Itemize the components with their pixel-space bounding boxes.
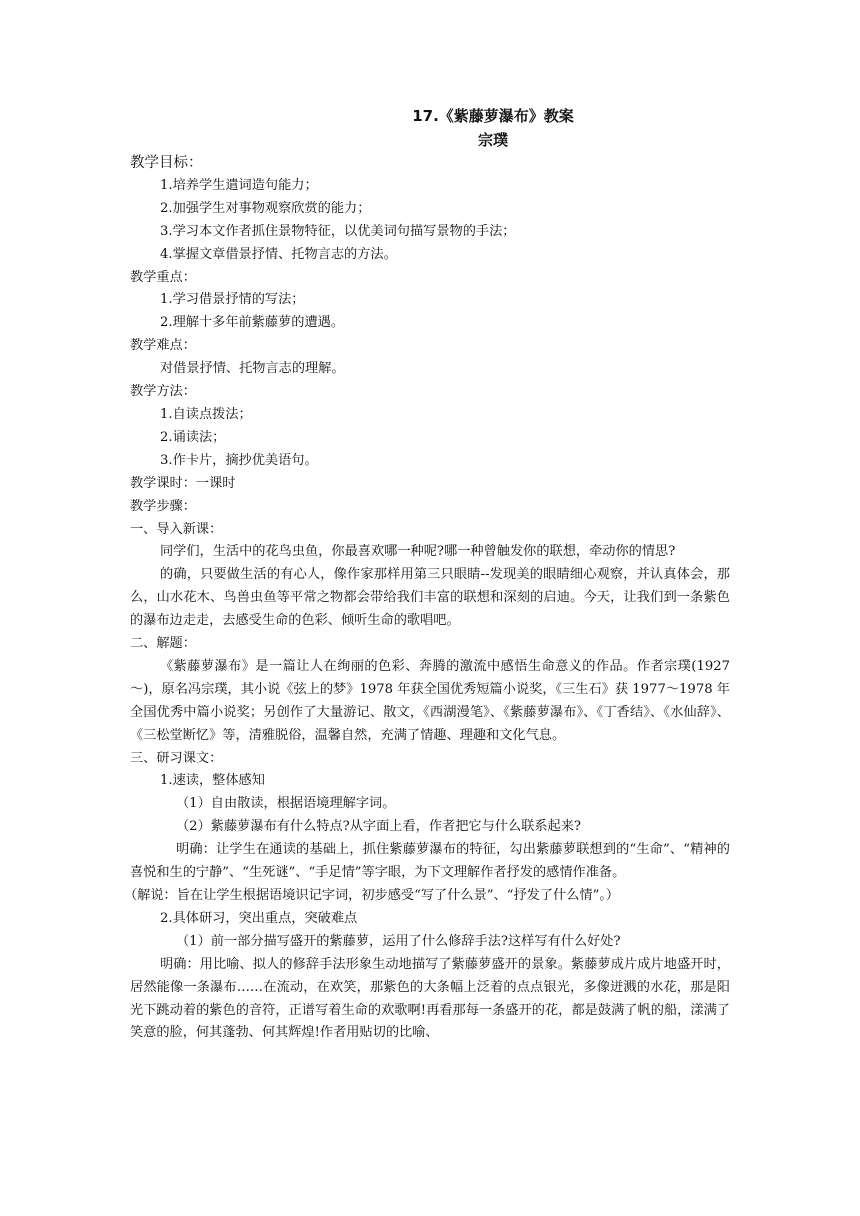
paragraph: （2）紫藤萝瀑布有什么特点?从字面上看，作者把它与什么联系起来? (176, 819, 581, 835)
document-author: 宗璞 (477, 131, 508, 149)
paragraph: 教学步骤： (130, 498, 196, 514)
paragraph: 《紫藤萝瀑布》是一篇让人在绚丽的色彩、奔腾的激流中感悟生命意义的作品。作者宗璞(1927～)，原名冯宗璞，其小说《弦上的梦》1978 年获全国优秀短篇小说奖，《三生石》获 1977～1978 年全国优秀中篇小说奖；另创作了大量游记、散文，《西湖漫笔》、《紫藤萝瀑布》、《丁香结》、《水仙辞》、《三松堂断忆》等，清雅脱俗，温馨自然，充满了情趣、理趣和文化气息。 (130, 658, 730, 743)
paragraph: 同学们，生活中的花鸟虫鱼，你最喜欢哪一种呢?哪一种曾触发你的联想，牵动你的情思? (160, 544, 676, 560)
paragraph: 4.掌握文章借景抒情、托物言志的方法。 (160, 246, 397, 262)
paragraph: 一、导入新课： (130, 521, 223, 537)
paragraph: 2.理解十多年前紫藤萝的遭遇。 (160, 315, 345, 331)
paragraph: （解说：旨在让学生根据语境识记字词，初步感受“写了什么景”、“抒发了什么情”。） (124, 888, 620, 903)
paragraph: 明确：用比喻、拟人的修辞手法形象生动地描写了紫藤萝盛开的景象。紫藤萝成片成片地盛开时，居然能像一条瀑布……在流动，在欢笑，那紫色的大条幅上泛着的点点银光，多像迸溅的水花，那是阳光下跳动着的紫色的音符，正谱写着生命的欢歌啊!再看那每一条盛开的花，都是鼓满了帆的船，漾满了笑意的脸，何其蓬勃、何其辉煌!作者用贴切的比喻、 (130, 956, 730, 1041)
paragraph: 教学课时：一课时 (130, 475, 236, 491)
paragraph: （1）自由散读，根据语境理解字词。 (176, 796, 396, 812)
paragraph: 教学目标： (130, 155, 203, 171)
paragraph: 1.速读，整体感知 (160, 773, 265, 789)
paragraph: 1.学习借景抒情的写法； (160, 292, 305, 308)
paragraph: 教学方法： (130, 384, 196, 400)
paragraph: 明确：让学生在通读的基础上，抓住紫藤萝瀑布的特征，勾出紫藤萝联想到的“生命”、“精神的喜悦和生的宁静”、“生死谜”、“手足情”等字眼，为下文理解作者抒发的感情作准备。 (130, 842, 730, 881)
paragraph: 对借景抒情、托物言志的理解。 (160, 361, 345, 377)
paragraph: 的确，只要做生活的有心人，像作家那样用第三只眼睛--发现美的眼睛细心观察，并认真体会，那么，山水花木、鸟兽虫鱼等平常之物都会带给我们丰富的联想和深刻的启迪。今天，让我们到一条紫色的瀑布边走走，去感受生命的色彩、倾听生命的歌唱吧。 (130, 567, 730, 629)
paragraph: 2.具体研习，突出重点，突破难点 (160, 910, 358, 926)
paragraph: 3.学习本文作者抓住景物特征，以优美词句描写景物的手法； (160, 223, 516, 239)
paragraph: 教学重点： (130, 269, 196, 285)
paragraph: 1.自读点拨法； (160, 406, 252, 422)
document-title: 17.《紫藤萝瀑布》教案 (412, 107, 574, 125)
paragraph: 二、解题： (130, 636, 196, 652)
paragraph: 2.诵读法； (160, 429, 226, 445)
paragraph: 3.作卡片，摘抄优美语句。 (160, 452, 318, 468)
paragraph: 教学难点： (130, 338, 196, 354)
paragraph: 2.加强学生对事物观察欣赏的能力； (160, 200, 371, 216)
paragraph: 三、研习课文： (130, 750, 223, 766)
document-body (124, 152, 730, 1045)
paragraph: （1）前一部分描写盛开的紫藤萝，运用了什么修辞手法?这样写有什么好处? (176, 933, 621, 949)
paragraph: 1.培养学生遣词造句能力； (160, 177, 318, 193)
